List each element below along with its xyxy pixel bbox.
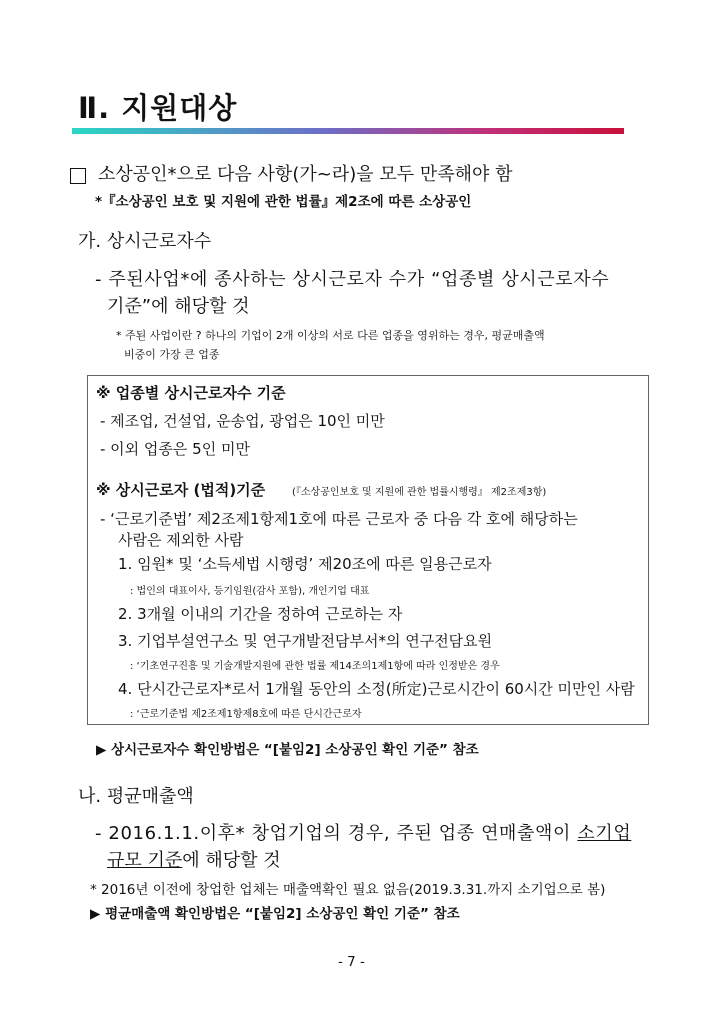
- section-title: Ⅱ. 지원대상: [78, 91, 238, 125]
- box-heading-2-ref: (『소상공인보호 및 지원에 관한 법률시행령』 제2조제3항): [292, 487, 547, 498]
- box-sub-2: 2. 3개월 이내의 기간을 정하여 근로하는 자: [118, 605, 403, 623]
- check-2-note: ▶ 평균매출액 확인방법은 “[붙임2] 소상공인 확인 기준” 참조: [90, 906, 460, 922]
- box-item-3-line2: 사람은 제외한 사람: [118, 531, 244, 549]
- check-1-note: ▶ 상시근로자수 확인방법은 “[붙임2] 소상공인 확인 기준” 참조: [96, 742, 479, 758]
- criteria-heading: 소상공인*으로 다음 사항(가~라)을 모두 만족해야 함: [98, 164, 513, 185]
- section-ga-bullet-line1: - 주된사업*에 종사하는 상시근로자 수가 “업종별 상시근로자수: [95, 269, 610, 290]
- criteria-note: *『소상공인 보호 및 지원에 관한 법률』제2조에 따른 소상공인: [95, 194, 472, 210]
- box-item-3-line1: - ‘근로기준법’ 제2조제1항제1호에 따른 근로자 중 다음 각 호에 해당하는: [100, 510, 578, 528]
- section-na-bullet-text: - 2016.1.1.이후* 창업기업의 경우, 주된 업종 연매출액이: [95, 823, 572, 844]
- box-sub-4-note: : ‘근로기준법 제2조제1항제8호에 따른 단시간근로자: [130, 709, 362, 720]
- box-item-1: - 제조업, 건설업, 운송업, 광업은 10인 미만: [100, 412, 385, 430]
- section-na-line2-text: 에 해당할 것: [182, 850, 281, 871]
- checkbox-icon: [70, 168, 86, 184]
- title-gradient-rule: [72, 128, 624, 134]
- section-na-note: * 2016년 이전에 창업한 업체는 매출액확인 필요 없음(2019.3.31.까지 소기업으로 봄): [90, 882, 606, 898]
- box-item-2: - 이외 업종은 5인 미만: [100, 440, 250, 458]
- box-sub-4: 4. 단시간근로자*로서 1개월 동안의 소정(所定)근로시간이 60시간 미만인 사람: [118, 680, 635, 698]
- section-na-line2-underlined: 규모 기준: [107, 850, 183, 871]
- section-ga-heading: 가. 상시근로자수: [78, 231, 212, 252]
- section-ga-note-line2: 비중이 가장 큰 업종: [124, 348, 220, 361]
- section-na-bullet-line2: [107, 846, 281, 872]
- page-number: - 7 -: [338, 954, 365, 970]
- box-sub-1: 1. 임원* 및 ‘소득세법 시행령’ 제20조에 따른 일용근로자: [118, 555, 492, 573]
- section-na-bullet-line1: [95, 819, 631, 845]
- section-na-heading: 나. 평균매출액: [78, 786, 194, 807]
- box-heading-2: ※ 상시근로자 (법적)기준: [96, 481, 266, 499]
- box-sub-3-note: : ‘기초연구진흥 및 기술개발지원에 관한 법률 제14조의1제1항에 따라 인정받은 경우: [130, 661, 500, 672]
- section-ga-note-line1: * 주된 사업이란 ? 하나의 기업이 2개 이상의 서로 다른 업종을 영위하는 경우, 평균매출액: [116, 329, 545, 342]
- box-sub-1-note: : 법인의 대표이사, 등기임원(감사 포함), 개인기업 대표: [130, 586, 370, 597]
- box-heading-1: ※ 업종별 상시근로자수 기준: [96, 384, 286, 402]
- section-ga-bullet-line2: 기준”에 해당할 것: [107, 296, 250, 317]
- section-na-bullet-underlined: 소기업: [577, 823, 632, 844]
- box-sub-3: 3. 기업부설연구소 및 연구개발전담부서*의 연구전담요원: [118, 632, 493, 650]
